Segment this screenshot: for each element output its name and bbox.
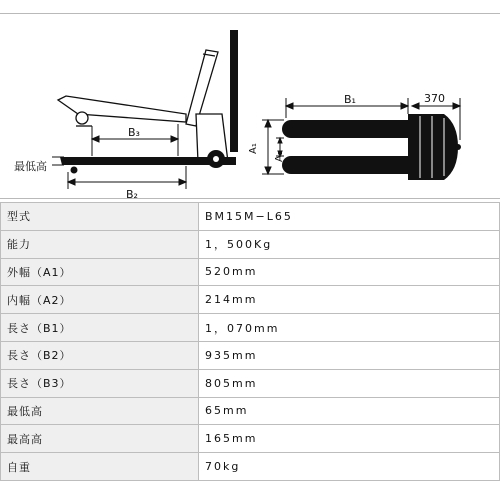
spec-table: [0, 202, 500, 481]
spec-row: [1, 203, 500, 231]
spec-value: 165mm: [199, 425, 500, 453]
spec-value: 65mm: [199, 397, 500, 425]
pallet-truck-diagram: [0, 13, 500, 199]
spec-value: 214mm: [199, 286, 500, 314]
spec-label: 外幅（A1）: [1, 258, 199, 286]
spec-value: 1，500Kg: [199, 230, 500, 258]
spec-label: 長さ（B3）: [1, 369, 199, 397]
spec-row: [1, 397, 500, 425]
spec-label: 型式: [1, 203, 199, 231]
spec-row: [1, 425, 500, 453]
spec-row: [1, 286, 500, 314]
spec-table-body: [1, 203, 500, 481]
label-a1: A₁: [248, 143, 259, 154]
spec-label: 内幅（A2）: [1, 286, 199, 314]
spec-row: [1, 341, 500, 369]
spec-row: [1, 314, 500, 342]
spec-label: 最高高: [1, 425, 199, 453]
spec-value: 935mm: [199, 341, 500, 369]
spec-label: 長さ（B2）: [1, 341, 199, 369]
spec-label: 長さ（B1）: [1, 314, 199, 342]
spec-label: 自重: [1, 453, 199, 481]
label-b3: B₃: [128, 126, 140, 139]
label-min-height: 最低高: [14, 160, 47, 173]
spec-label: 能力: [1, 230, 199, 258]
dimension-b2: [68, 166, 186, 189]
spec-row: [1, 230, 500, 258]
label-b2: B₂: [126, 188, 138, 200]
spec-value: 805mm: [199, 369, 500, 397]
label-a2: A₂: [274, 151, 285, 162]
top-view: [282, 114, 461, 180]
dimension-drawing: [0, 14, 500, 200]
label-b1: B₁: [344, 93, 356, 106]
label-370: 370: [424, 92, 445, 105]
spec-value: 520mm: [199, 258, 500, 286]
spec-row: [1, 453, 500, 481]
spec-value: BM15M−L65: [199, 203, 500, 231]
side-view: [58, 30, 238, 174]
dimension-a1: [262, 120, 284, 174]
spec-value: 70kg: [199, 453, 500, 481]
spec-row: [1, 258, 500, 286]
spec-label: 最低高: [1, 397, 199, 425]
spec-value: 1，070mm: [199, 314, 500, 342]
spec-row: [1, 369, 500, 397]
